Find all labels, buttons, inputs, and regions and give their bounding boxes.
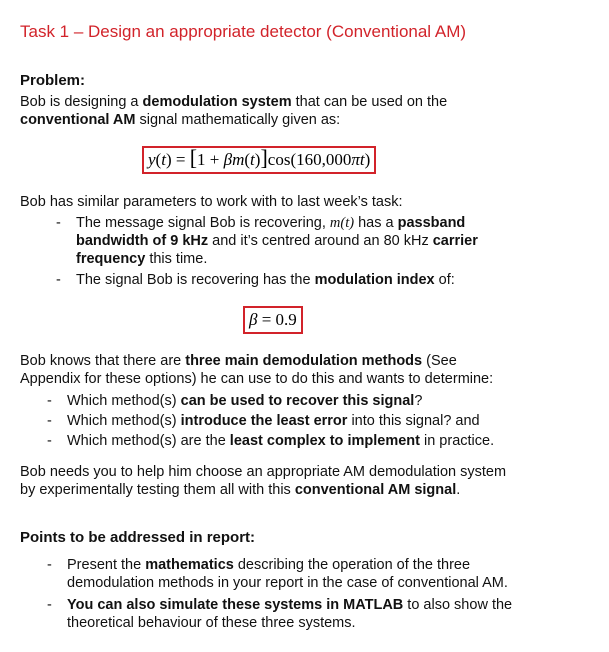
bullet-dash: -	[47, 433, 52, 449]
list-item	[56, 214, 596, 268]
bullet-bold: carrier	[432, 233, 478, 249]
bullet-bold: mathematics	[145, 557, 234, 573]
bullet-bold: introduce the least error	[180, 413, 348, 429]
list-item	[47, 432, 597, 450]
bullet-dash: -	[47, 393, 52, 409]
bullet-bold: modulation index	[314, 272, 435, 288]
bullet-text: The signal Bob is recovering has the	[76, 272, 315, 288]
para-text: .	[456, 482, 461, 498]
para-text: (See	[422, 353, 457, 369]
am-signal-equation: y(t) = [1 + βm(t)]cos(160,000πt)	[142, 146, 376, 174]
list-item	[56, 271, 596, 289]
bullet-text: demodulation methods in your report in the case of conventional AM.	[67, 575, 508, 591]
bullet-text: Which method(s) are the	[67, 433, 230, 449]
bullet-text: has a	[354, 215, 398, 231]
list-item	[47, 596, 602, 632]
bullet-text: describing the operation of the three	[233, 557, 471, 573]
bullet-text: into this signal? and	[347, 413, 480, 429]
bullet-text: this time.	[145, 251, 208, 267]
bullet-dash: -	[56, 215, 61, 231]
math-symbol: m(t)	[329, 215, 355, 231]
bullet-bold: You can also simulate these systems in MATLAB	[67, 597, 404, 613]
para-text: Bob knows that there are	[20, 353, 186, 369]
bullet-bold: frequency	[76, 251, 146, 267]
para-text: Bob needs you to help him choose an appropriate AM demodulation system	[20, 464, 507, 480]
bullet-dash: -	[47, 597, 52, 613]
para-bold: conventional AM signal	[294, 482, 457, 498]
intro-text: that can be used on the	[291, 94, 448, 110]
similar-parameters-text: Bob has similar parameters to work with to last week’s task:	[20, 194, 403, 210]
needs-text	[20, 463, 600, 499]
bullet-dash: -	[47, 413, 52, 429]
bullet-text: Present the	[67, 557, 146, 573]
bullet-text: The message signal Bob is recovering,	[76, 215, 330, 231]
parameter-bullets	[56, 214, 596, 289]
bullet-bold: passband	[397, 215, 466, 231]
problem-intro	[20, 93, 600, 129]
task-title: Task 1 – Design an appropriate detector (Conventional AM)	[20, 22, 467, 41]
modulation-index-equation: β = 0.9	[243, 306, 303, 334]
bullet-bold: can be used to recover this signal	[180, 393, 415, 409]
list-item	[47, 556, 602, 592]
question-bullets	[47, 392, 597, 450]
problem-heading: Problem:	[20, 72, 86, 89]
para-text: by experimentally testing them all with this	[20, 482, 295, 498]
bullet-text: in practice.	[419, 433, 495, 449]
bullet-bold: least complex to implement	[229, 433, 420, 449]
intro-bold: demodulation system	[142, 94, 292, 110]
bullet-bold: bandwidth of 9 kHz	[76, 233, 209, 249]
points-bullets	[47, 556, 602, 632]
list-item	[47, 392, 597, 410]
para-bold: three main demodulation methods	[185, 353, 423, 369]
para-text: Appendix for these options) he can use to do this and wants to determine:	[20, 371, 494, 387]
bullet-text: to also show the	[403, 597, 513, 613]
points-heading: Points to be addressed in report:	[20, 529, 256, 546]
bullet-dash: -	[47, 557, 52, 573]
list-item	[47, 412, 597, 430]
bullet-text: Which method(s)	[67, 413, 181, 429]
bullet-dash: -	[56, 272, 61, 288]
bullet-text: Which method(s)	[67, 393, 181, 409]
intro-text: signal mathematically given as:	[135, 112, 341, 128]
bullet-text: and it’s centred around an 80 kHz	[208, 233, 433, 249]
methods-intro	[20, 352, 600, 388]
bullet-text: of:	[434, 272, 455, 288]
intro-bold: conventional AM	[20, 112, 136, 128]
bullet-text: theoretical behaviour of these three systems.	[67, 615, 356, 631]
bullet-text: ?	[414, 393, 423, 409]
intro-text: Bob is designing a	[20, 94, 143, 110]
